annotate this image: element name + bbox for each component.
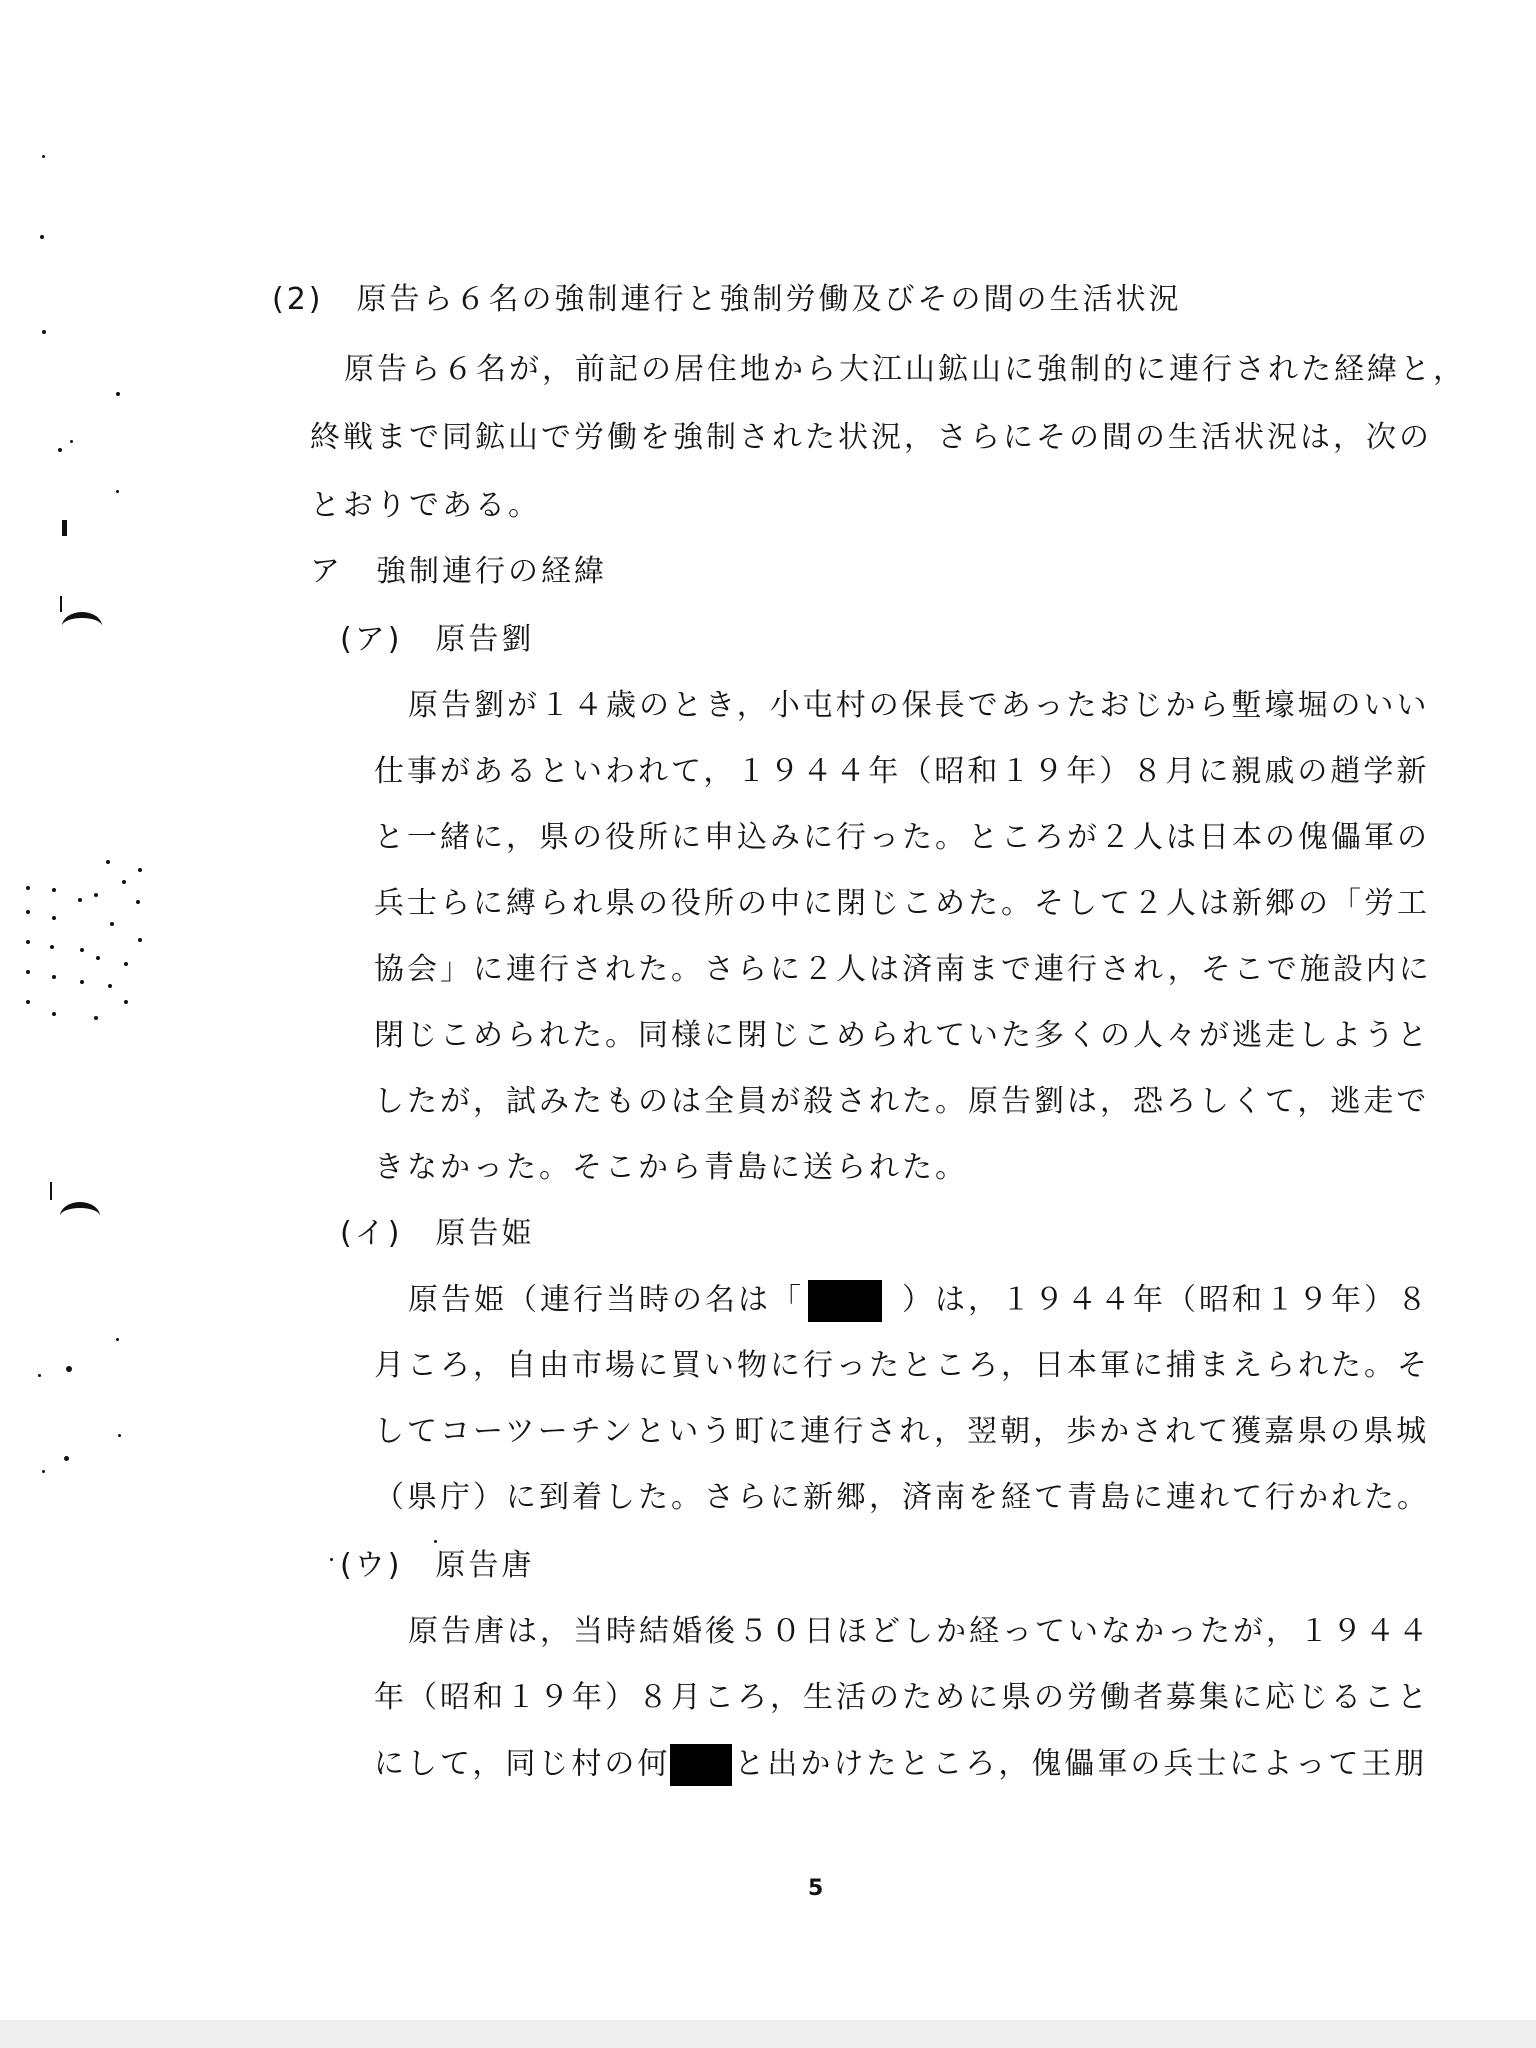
scan-speck <box>58 448 62 452</box>
liu-line-1: 原告劉が１４歳のとき，小屯村の保長であったおじから塹壕堀のいい <box>408 688 1430 723</box>
scan-arc <box>62 612 102 640</box>
scan-speck <box>138 938 142 942</box>
scan-speck <box>78 898 82 902</box>
scan-speck <box>26 886 30 890</box>
scan-speck <box>116 490 119 493</box>
liu-line-7: したが，試みたものは全員が殺された。原告劉は，恐ろしくて，逃走で <box>374 1084 1430 1119</box>
scan-speck <box>42 155 45 158</box>
scan-speck <box>80 980 84 984</box>
scan-speck <box>52 888 56 892</box>
tang-line-3-after: と出かけたところ，傀儡軍の兵士によって王朋 <box>734 1746 1428 1782</box>
scan-speck <box>118 1434 121 1437</box>
ji-line-1-after: ）は，１９４４年（昭和１９年）８ <box>902 1282 1430 1318</box>
liu-line-3: と一緒に，県の役所に申込みに行った。ところが２人は日本の傀儡軍の <box>374 820 1430 855</box>
liu-line-2: 仕事があるといわれて，１９４４年（昭和１９年）８月に親戚の趙学新 <box>374 754 1430 789</box>
scan-speck <box>70 440 73 443</box>
scan-speck <box>124 1000 128 1004</box>
item-title-tang: (ウ) 原告唐 <box>340 1548 535 1583</box>
scan-speck <box>106 860 110 864</box>
item-title-liu: (ア) 原告劉 <box>340 622 535 657</box>
ji-line-1-before: 原告姫（連行当時の名は「 <box>408 1282 804 1318</box>
scan-speck <box>80 948 84 952</box>
scan-speck <box>136 900 140 904</box>
scan-speck <box>52 916 56 920</box>
scan-speck <box>42 330 46 334</box>
scan-speck <box>108 984 112 988</box>
liu-line-8: きなかった。そこから青島に送られた。 <box>374 1150 968 1185</box>
scan-speck <box>26 940 30 944</box>
liu-line-5: 協会」に連行された。さらに２人は済南まで連行され，そこで施設内に <box>374 952 1432 987</box>
scan-speck <box>122 880 126 884</box>
section-heading: (2) 原告ら６名の強制連行と強制労働及びその間の生活状況 <box>272 282 1182 317</box>
scan-mark <box>60 596 62 612</box>
liu-line-6: 閉じこめられた。同様に閉じこめられていた多くの人々が逃走しようと <box>374 1018 1430 1053</box>
scan-speck <box>124 962 128 966</box>
scan-speck <box>42 1470 45 1473</box>
scan-speck <box>330 1558 333 1561</box>
ji-line-3: してコーツーチンという町に連行され，翌朝，歩かされて獲嘉県の県城 <box>374 1414 1430 1449</box>
redaction-block <box>808 1280 882 1322</box>
scan-mark <box>62 520 67 536</box>
scan-speck <box>26 1000 30 1004</box>
intro-line-2: 終戦まで同鉱山で労働を強制された状況，さらにその間の生活状況は，次の <box>310 420 1432 455</box>
tang-line-3 <box>374 1744 1427 1786</box>
scan-speck <box>52 975 56 979</box>
scan-speck <box>116 392 120 396</box>
scan-speck <box>40 235 44 239</box>
tang-line-3-before: にして，同じ村の何 <box>374 1746 671 1782</box>
scan-speck <box>64 1456 69 1461</box>
scan-speck <box>96 956 100 960</box>
liu-line-4: 兵士らに縛られ県の役所の中に閉じこめた。そして２人は新郷の「労工 <box>374 886 1430 921</box>
scan-speck <box>52 1012 56 1016</box>
scan-speck <box>26 970 30 974</box>
scan-arc <box>60 1202 100 1230</box>
scan-speck <box>94 893 98 897</box>
page-number: 5 <box>808 1876 824 1901</box>
viewer-bottom-edge <box>0 2020 1536 2048</box>
scan-speck <box>38 1374 41 1377</box>
scan-speck <box>26 910 30 914</box>
ji-line-2: 月ころ，自由市場に買い物に行ったところ，日本軍に捕まえられた。そ <box>374 1348 1430 1383</box>
scan-speck <box>116 1338 119 1341</box>
ji-line-1 <box>408 1280 1430 1322</box>
scan-speck <box>66 1366 72 1372</box>
scan-speck <box>110 922 114 926</box>
redaction-block <box>670 1744 732 1786</box>
ji-line-4: （県庁）に到着した。さらに新郷，済南を経て青島に連れて行かれた。 <box>374 1480 1430 1515</box>
intro-line-1: 原告ら６名が，前記の居住地から大江山鉱山に強制的に連行された経緯と， <box>344 352 1466 387</box>
scan-mark <box>50 1182 52 1200</box>
scan-speck <box>434 1540 437 1543</box>
intro-line-3: とおりである。 <box>310 488 541 523</box>
subsection-heading: ア 強制連行の経緯 <box>310 554 607 589</box>
scan-speck <box>94 1016 98 1020</box>
tang-line-1: 原告唐は，当時結婚後５０日ほどしか経っていなかったが，１９４４ <box>408 1614 1431 1649</box>
scan-speck <box>138 868 142 872</box>
item-title-ji: (イ) 原告姫 <box>340 1216 535 1251</box>
tang-line-2: 年（昭和１９年）８月ころ，生活のために県の労働者募集に応じること <box>374 1680 1430 1715</box>
scan-speck <box>50 945 54 949</box>
